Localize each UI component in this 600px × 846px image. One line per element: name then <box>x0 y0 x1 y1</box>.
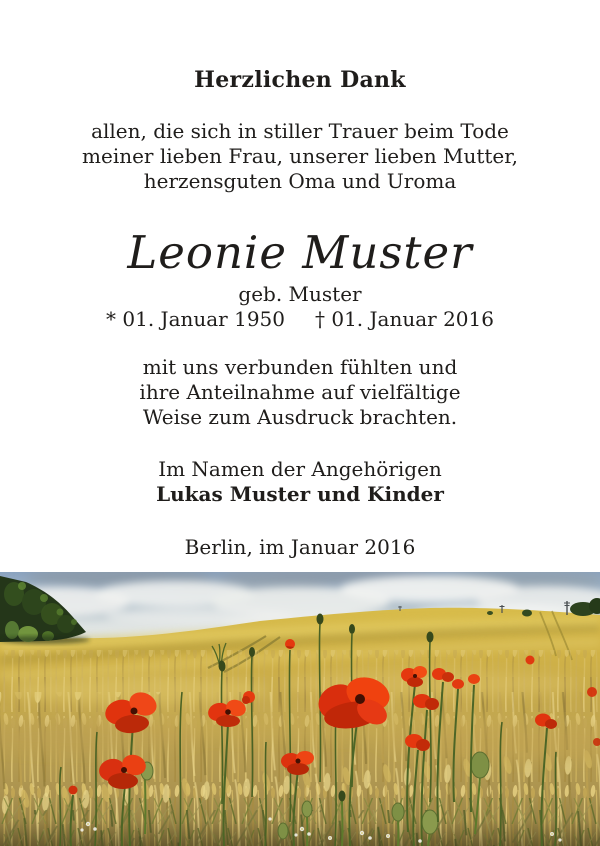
death-date: † 01. Januar 2016 <box>315 307 494 331</box>
thanks-line-2: ihre Anteilnahme auf vielfältige <box>139 380 461 404</box>
wheat-texture <box>0 650 600 846</box>
card-title: Herzlichen Dank <box>194 67 406 93</box>
intro-line-1: allen, die sich in stiller Trauer beim Tode <box>91 119 509 143</box>
place-date-line: Berlin, im Januar 2016 <box>184 535 416 559</box>
intro-line-2: meiner lieben Frau, unserer lieben Mutter, <box>82 144 518 168</box>
memorial-photo <box>0 572 600 846</box>
maiden-name: geb. Muster <box>238 282 362 306</box>
deceased-name: Leonie Muster <box>127 226 473 279</box>
thanks-paragraph <box>0 355 600 430</box>
intro-line-3: herzensguten Oma und Uroma <box>143 169 457 193</box>
thanks-line-3: Weise zum Ausdruck brachten. <box>142 405 458 429</box>
in-name-of-line: Im Namen der Angehörigen <box>158 457 442 481</box>
birth-date: * 01. Januar 1950 <box>106 307 285 331</box>
poppy-field-illustration <box>0 572 600 846</box>
closing-block <box>0 457 600 507</box>
thanks-line-1: mit uns verbunden fühlten und <box>142 355 458 379</box>
family-name-line: Lukas Muster und Kinder <box>156 482 444 506</box>
intro-paragraph <box>0 119 600 194</box>
life-dates <box>0 307 600 332</box>
